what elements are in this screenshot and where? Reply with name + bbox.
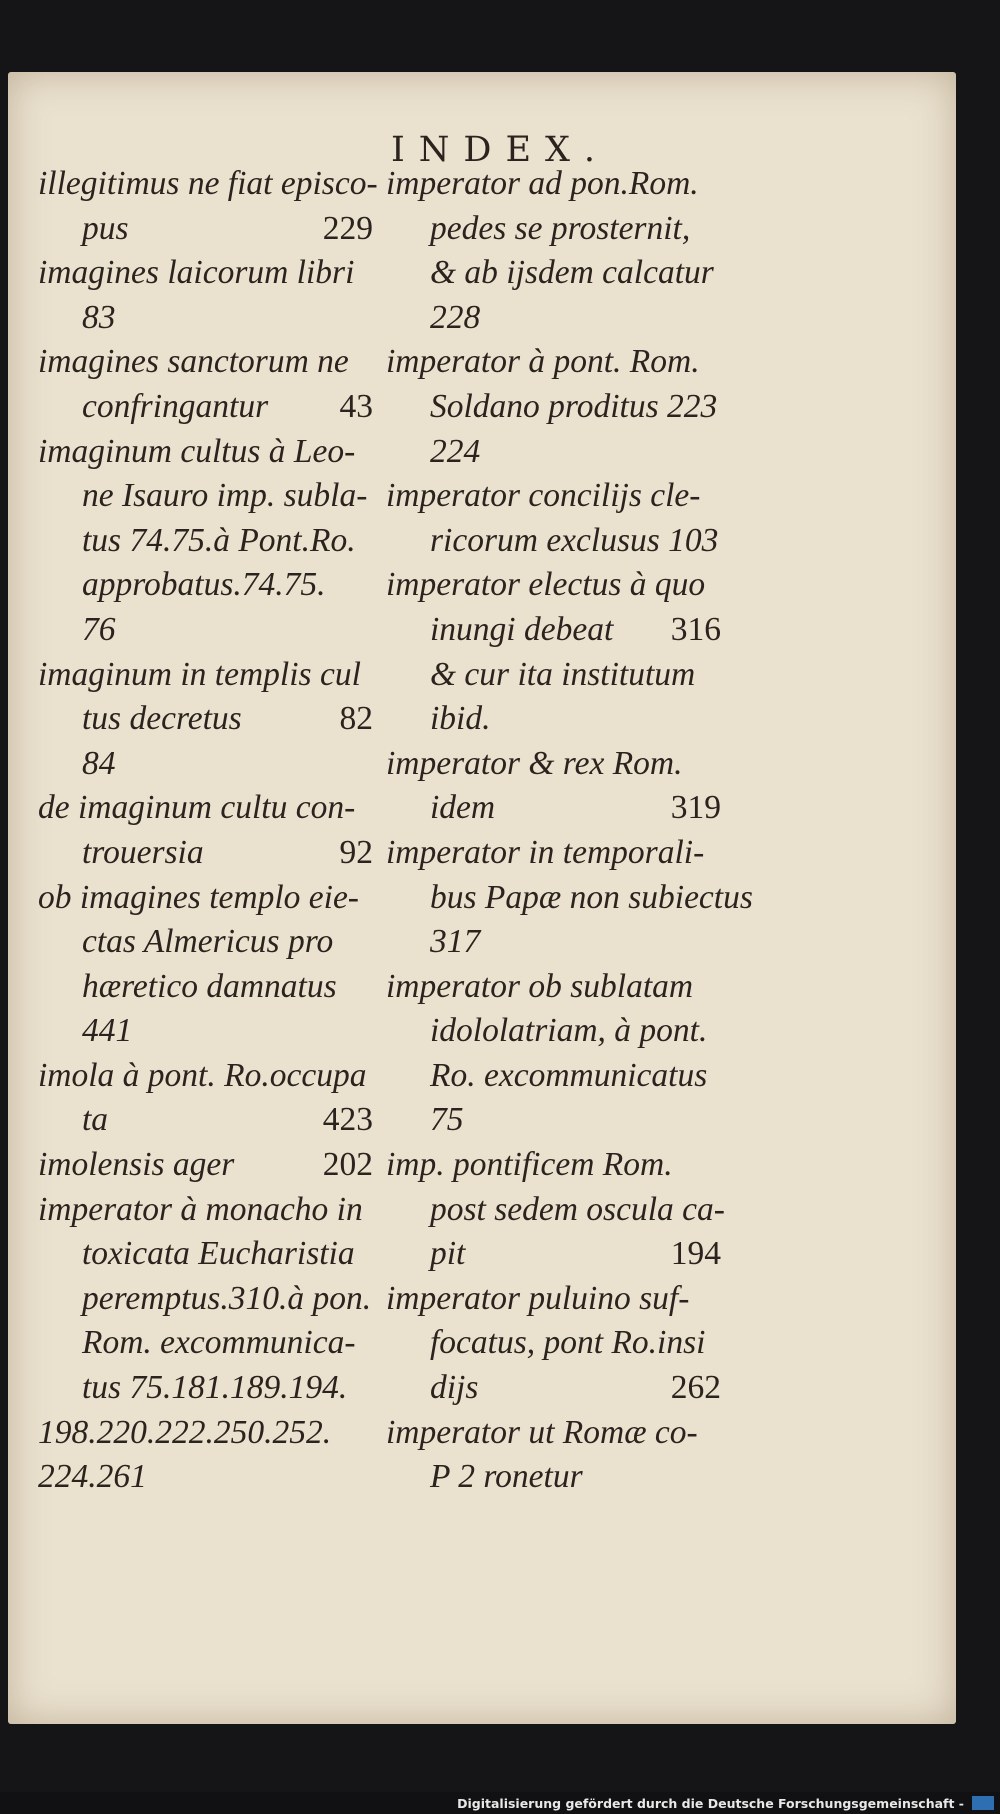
page-title: INDEX. [390,130,610,170]
index-line [386,876,753,921]
index-column-left [38,162,378,1500]
index-line [38,1054,373,1099]
index-line [386,1321,721,1366]
index-entry-text: 83 [82,298,116,336]
index-line [38,162,378,207]
index-entry-text: & ab ijsdem calcatur [430,254,714,292]
index-page-number: 92 [339,833,373,871]
index-entry-text: Rom. excommunica- [82,1324,356,1362]
index-entry-text: approbatus.74.75. [82,566,326,604]
index-page-number: 319 [670,789,721,827]
index-line [38,1098,373,1143]
index-entry-text: P 2 ronetur [430,1458,583,1496]
index-line [38,1455,373,1500]
index-entry-text: peremptus.310.à pon. [82,1279,372,1317]
index-entry-text: de imaginum cultu con- [38,789,356,827]
index-line [38,563,373,608]
index-line [38,251,373,296]
index-entry-text: toxicata Eucharistia [82,1235,355,1273]
index-entry-text: imperator electus à quo [386,566,706,604]
index-line [386,1054,721,1099]
index-entry-text: Soldano proditus 223 [430,387,718,425]
index-line [386,653,721,698]
index-line [38,1143,373,1188]
index-entry-text: focatus, pont Ro.insi [430,1324,706,1362]
index-line [38,519,373,564]
index-page-number: 202 [322,1146,373,1184]
index-entry-text: 224.261 [38,1458,147,1496]
index-entry-text: illegitimus ne fiat episco- [38,165,378,202]
index-line [386,296,721,341]
index-page-number: 423 [322,1101,373,1139]
index-line [386,340,721,385]
index-line [38,1321,373,1366]
index-entry-text: imagines laicorum libri [38,254,355,292]
digitization-footer [0,1792,1000,1814]
index-entry-text: imperator puluino suf- [386,1279,690,1317]
index-entry-text: ob imagines templo eie- [38,878,359,916]
index-line [386,1277,721,1322]
index-line [386,1232,721,1277]
index-entry-text: imperator & rex Rom. [386,744,683,782]
index-line [38,1366,373,1411]
index-page-number: 43 [339,387,373,425]
index-entry-text: imaginum cultus à Leo- [38,432,356,470]
index-line [386,251,721,296]
index-entry-text: pit [430,1235,466,1273]
index-line [386,1098,721,1143]
index-entry-text: trouersia [82,833,204,871]
index-line [38,474,373,519]
index-line [38,786,373,831]
index-line [386,1188,725,1233]
index-line [386,430,721,475]
index-entry-text: imperator ob sublatam [386,967,694,1005]
index-entry-text: inungi debeat [430,610,614,648]
index-entry-text: ricorum exclusus 103 [430,521,719,559]
index-line [38,876,373,921]
index-entry-text: tus decretus [82,700,242,738]
index-entry-text: 198.220.222.250.252. [38,1413,332,1451]
index-entry-text: 228 [430,298,481,336]
index-entry-text: & cur ita institutum [430,655,696,693]
index-line [386,1143,721,1188]
index-line [386,697,721,742]
index-entry-text: ne Isauro imp. subla- [82,477,368,515]
index-entry-text: ibid. [430,700,491,738]
index-line [38,430,373,475]
index-entry-text: Ro. excommunicatus [430,1056,708,1094]
index-entry-text: idem [430,789,496,827]
index-entry-text: post sedem oscula ca- [430,1190,725,1228]
index-column-right [386,162,753,1500]
index-page-number: 316 [670,610,721,648]
index-line [386,385,721,430]
index-entry-text: 317 [430,923,481,961]
index-entry-text: pedes se prosternit, [430,209,691,247]
index-entry-text: 224 [430,432,481,470]
digitization-note: Digitalisierung gefördert durch die Deutsche Forschungsgemeinschaft - [457,1796,964,1811]
index-entry-text: imagines sanctorum ne [38,343,349,381]
index-entry-text: imperator in temporali- [386,833,705,871]
index-line [386,831,721,876]
index-line [38,207,373,252]
index-entry-text: imperator à monacho in [38,1190,363,1228]
index-entry-text: tus 75.181.189.194. [82,1369,348,1407]
index-entry-text: idololatriam, à pont. [430,1012,708,1050]
index-entry-text: 84 [82,744,116,782]
index-entry-text: hæretico damnatus [82,967,337,1005]
index-line [38,965,373,1010]
index-entry-text: dijs [430,1369,479,1407]
index-line [38,1411,373,1456]
index-line [386,207,721,252]
index-entry-text: 75 [430,1101,464,1139]
index-line [38,1232,373,1277]
index-line [386,920,721,965]
index-entry-text: bus Papæ non subiectus [430,878,753,916]
index-line [38,1277,373,1322]
index-line [38,1009,373,1054]
index-line [38,831,373,876]
index-line [386,1366,721,1411]
index-entry-text: imperator concilijs cle- [386,477,701,515]
index-entry-text: imperator ad pon.Rom. [386,165,699,202]
index-page-number: 229 [322,209,373,247]
index-line [386,1411,721,1456]
book-page [8,72,956,1724]
index-line [386,1455,721,1500]
index-entry-text: confringantur [82,387,269,425]
index-line [386,786,721,831]
index-line [38,608,373,653]
index-line [386,162,721,207]
index-line [38,1188,373,1233]
index-entry-text: imaginum in templis cul [38,655,361,693]
index-line [386,1009,721,1054]
index-entry-text: ta [82,1101,109,1139]
index-line [38,697,373,742]
index-page-number: 194 [670,1235,721,1273]
index-entry-text: 441 [82,1012,133,1050]
index-page-number: 262 [670,1369,721,1407]
dfg-logo [972,1796,994,1810]
index-entry-text: imperator ut Romæ co- [386,1413,698,1451]
index-line [386,965,721,1010]
index-line [386,608,721,653]
index-page-number: 82 [339,700,373,738]
index-line [386,474,721,519]
index-entry-text: imolensis ager [38,1146,235,1184]
index-line [38,653,373,698]
index-line [386,563,721,608]
index-entry-text: ctas Almericus pro [82,923,334,961]
index-line [38,742,373,787]
index-entry-text: imp. pontificem Rom. [386,1146,673,1184]
index-entry-text: imperator à pont. Rom. [386,343,700,381]
index-line [38,385,373,430]
index-entry-text: pus [82,209,129,247]
index-line [38,340,373,385]
index-line [38,920,373,965]
index-entry-text: imola à pont. Ro.occupa [38,1056,367,1094]
index-entry-text: tus 74.75.à Pont.Ro. [82,521,356,559]
index-line [386,742,721,787]
index-entry-text: 76 [82,610,116,648]
index-line [386,519,721,564]
index-line [38,296,373,341]
